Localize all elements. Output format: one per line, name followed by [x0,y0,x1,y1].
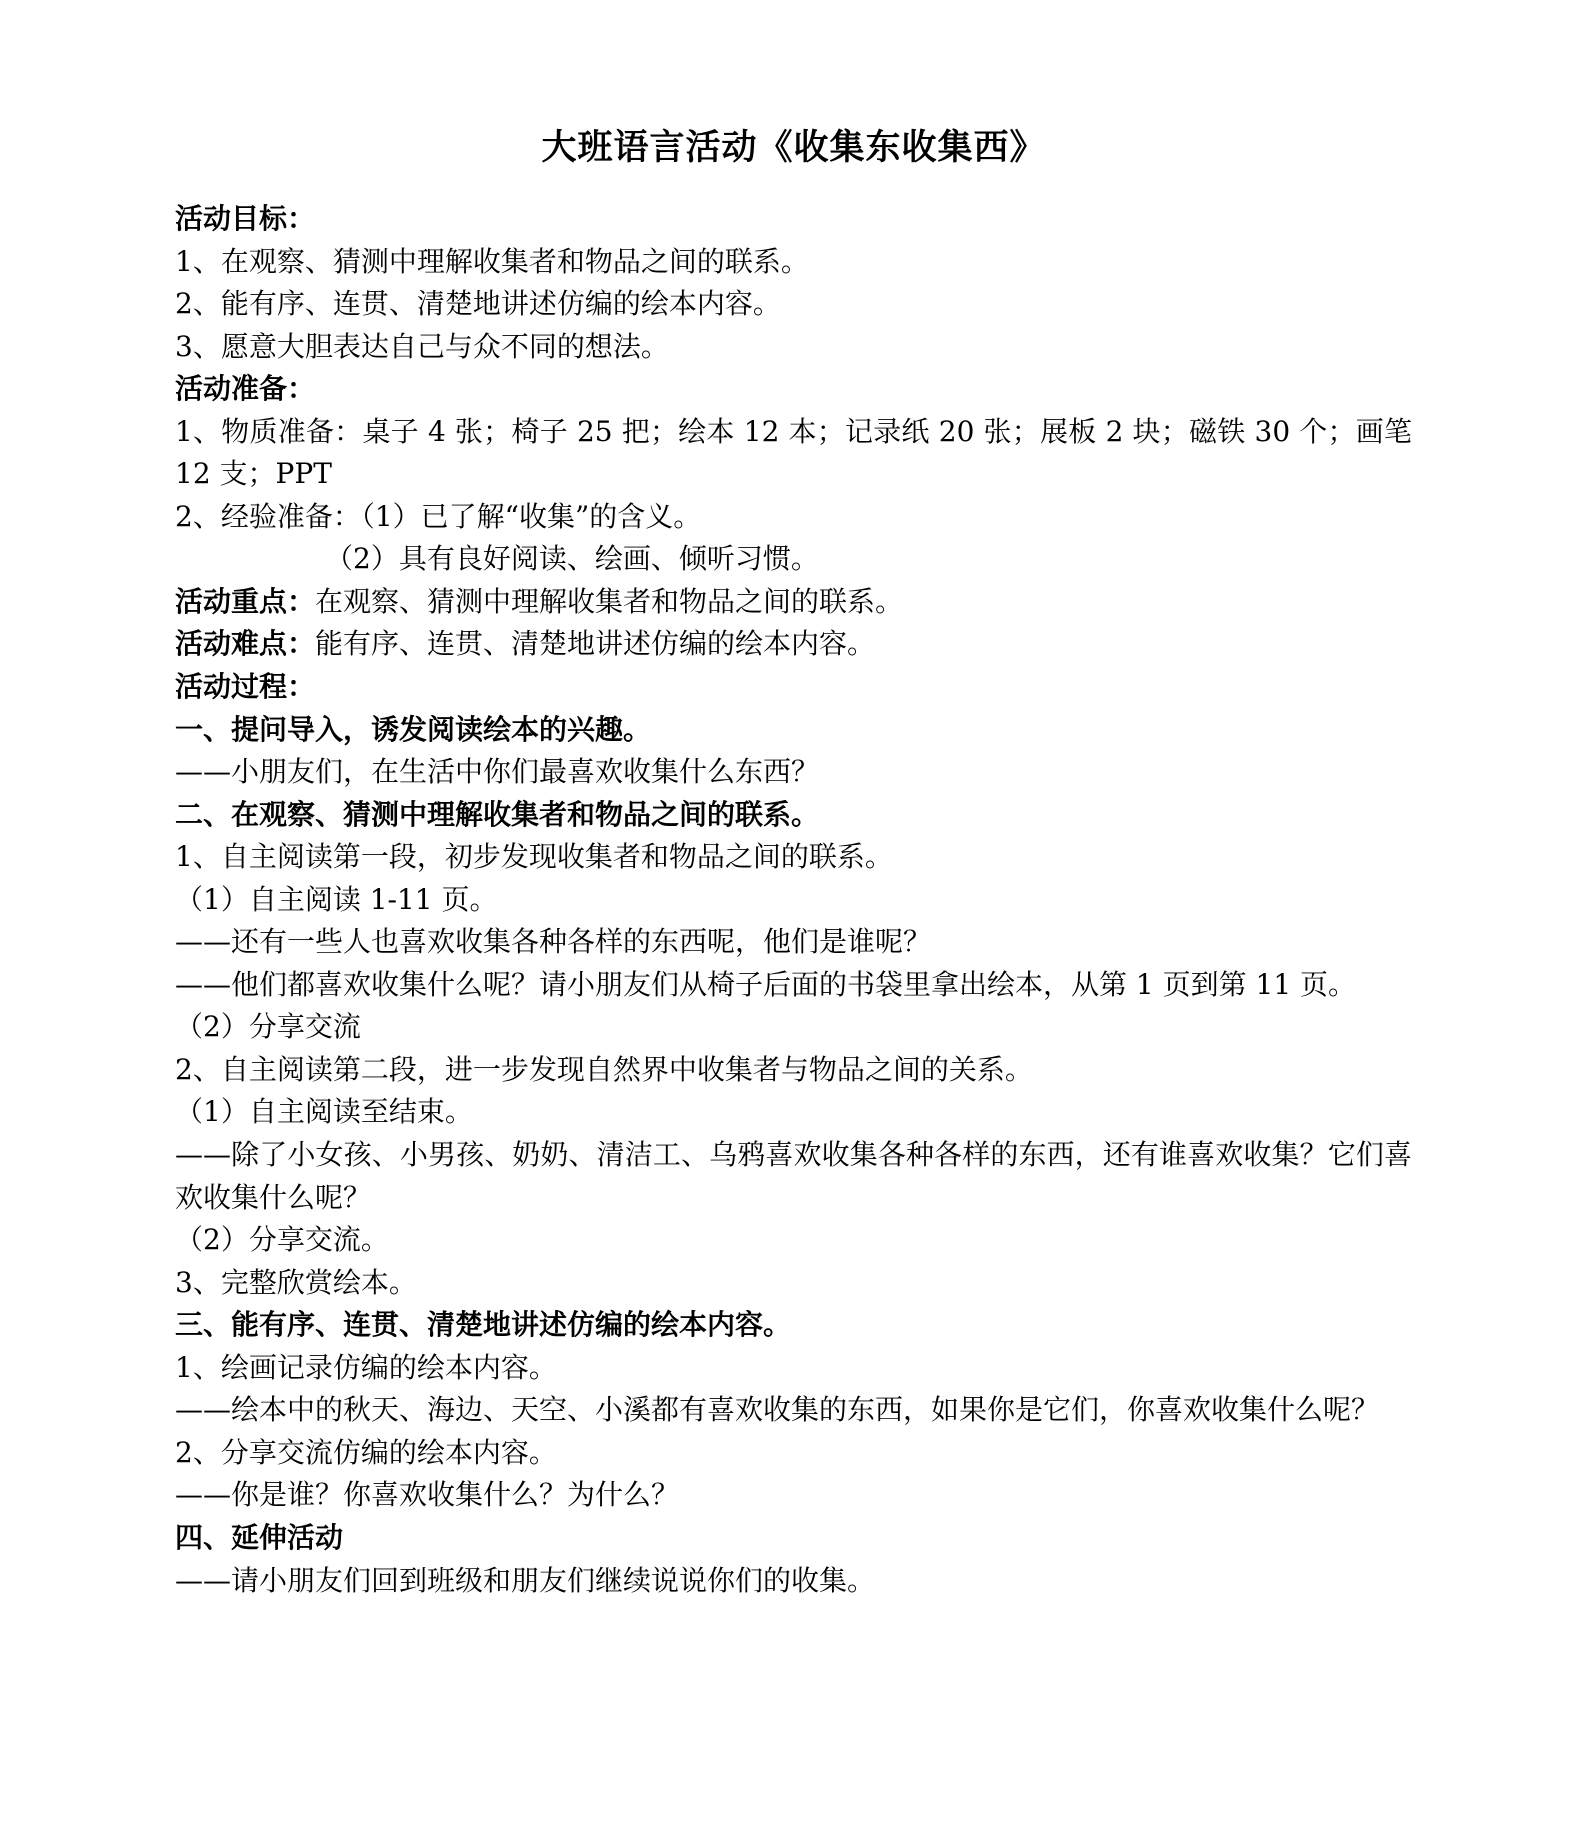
process-step-2-heading: 二、在观察、猜测中理解收集者和物品之间的联系。 [175,797,820,831]
process-step-2-item-1: 1、自主阅读第一段，初步发现收集者和物品之间的联系。 [175,840,893,874]
process-step-2-item-2-2: （2）分享交流。 [175,1223,389,1257]
section-heading-process: 活动过程： [175,670,316,704]
process-step-1-heading: 一、提问导入，诱发阅读绘本的兴趣。 [175,712,652,746]
section-key-point [175,581,1412,624]
process-step-2-dialog-2: ——他们都喜欢收集什么呢？请小朋友们从椅子后面的书袋里拿出绘本，从第 1 页到第 11 页。 [175,967,1357,1001]
page-title: 大班语言活动《收集东收集西》 [541,127,1046,168]
process-step-3-heading: 三、能有序、连贯、清楚地讲述仿编的绘本内容。 [175,1308,792,1342]
process-step-2-item-3: 3、完整欣赏绘本。 [175,1265,417,1299]
process-step-3-item-1: 1、绘画记录仿编的绘本内容。 [175,1350,557,1384]
section-heading-preparation: 活动准备： [175,372,316,406]
process-step-2-item-1-1: （1）自主阅读 1-11 页。 [175,882,498,916]
process-step-2-item-1-2: （2）分享交流 [175,1010,361,1044]
objective-item-3: 3、愿意大胆表达自己与众不同的想法。 [175,329,669,363]
objective-item-1: 1、在观察、猜测中理解收集者和物品之间的联系。 [175,244,809,278]
section-heading-objectives: 活动目标： [175,202,316,235]
document-body [175,198,1412,1602]
preparation-item-experience: 2、经验准备：（1）已了解“收集”的含义。 [175,499,702,533]
process-step-4-dialog: ——请小朋友们回到班级和朋友们继续说说你们的收集。 [175,1563,876,1597]
process-step-4-heading: 四、延伸活动 [175,1520,344,1554]
section-difficulty-text: 能有序、连贯、清楚地讲述仿编的绘本内容。 [315,627,876,661]
section-key-point-text: 在观察、猜测中理解收集者和物品之间的联系。 [315,584,904,618]
process-step-3-item-2: 2、分享交流仿编的绘本内容。 [175,1435,557,1469]
process-step-2-item-2-1: （1）自主阅读至结束。 [175,1095,473,1129]
process-step-1-dialog: ——小朋友们，在生活中你们最喜欢收集什么东西？ [175,755,820,789]
process-step-3-dialog-2: ——你是谁？你喜欢收集什么？为什么？ [175,1478,680,1512]
section-difficulty-label: 活动难点： [175,627,316,661]
objective-item-2: 2、能有序、连贯、清楚地讲述仿编的绘本内容。 [175,287,781,321]
process-step-2-dialog-3: ——除了小女孩、小男孩、奶奶、清洁工、乌鸦喜欢收集各种各样的东西，还有谁喜欢收集？它们喜欢收集什么呢？ [175,1138,1412,1214]
preparation-item-experience-2: （2）具有良好阅读、绘画、倾听习惯。 [325,542,819,576]
process-step-2-dialog-1: ——还有一些人也喜欢收集各种各样的东西呢，他们是谁呢？ [175,925,932,959]
section-difficulty [175,623,1412,666]
process-step-3-dialog-1: ——绘本中的秋天、海边、天空、小溪都有喜欢收集的东西，如果你是它们，你喜欢收集什么呢？ [175,1393,1380,1427]
preparation-item-materials: 1、物质准备：桌子 4 张；椅子 25 把；绘本 12 本；记录纸 20 张；展板 2 块；磁铁 30 个；画笔 12 支；PPT [175,414,1412,491]
process-step-2-item-2: 2、自主阅读第二段，进一步发现自然界中收集者与物品之间的关系。 [175,1052,1033,1086]
section-key-point-label: 活动重点： [175,584,316,618]
